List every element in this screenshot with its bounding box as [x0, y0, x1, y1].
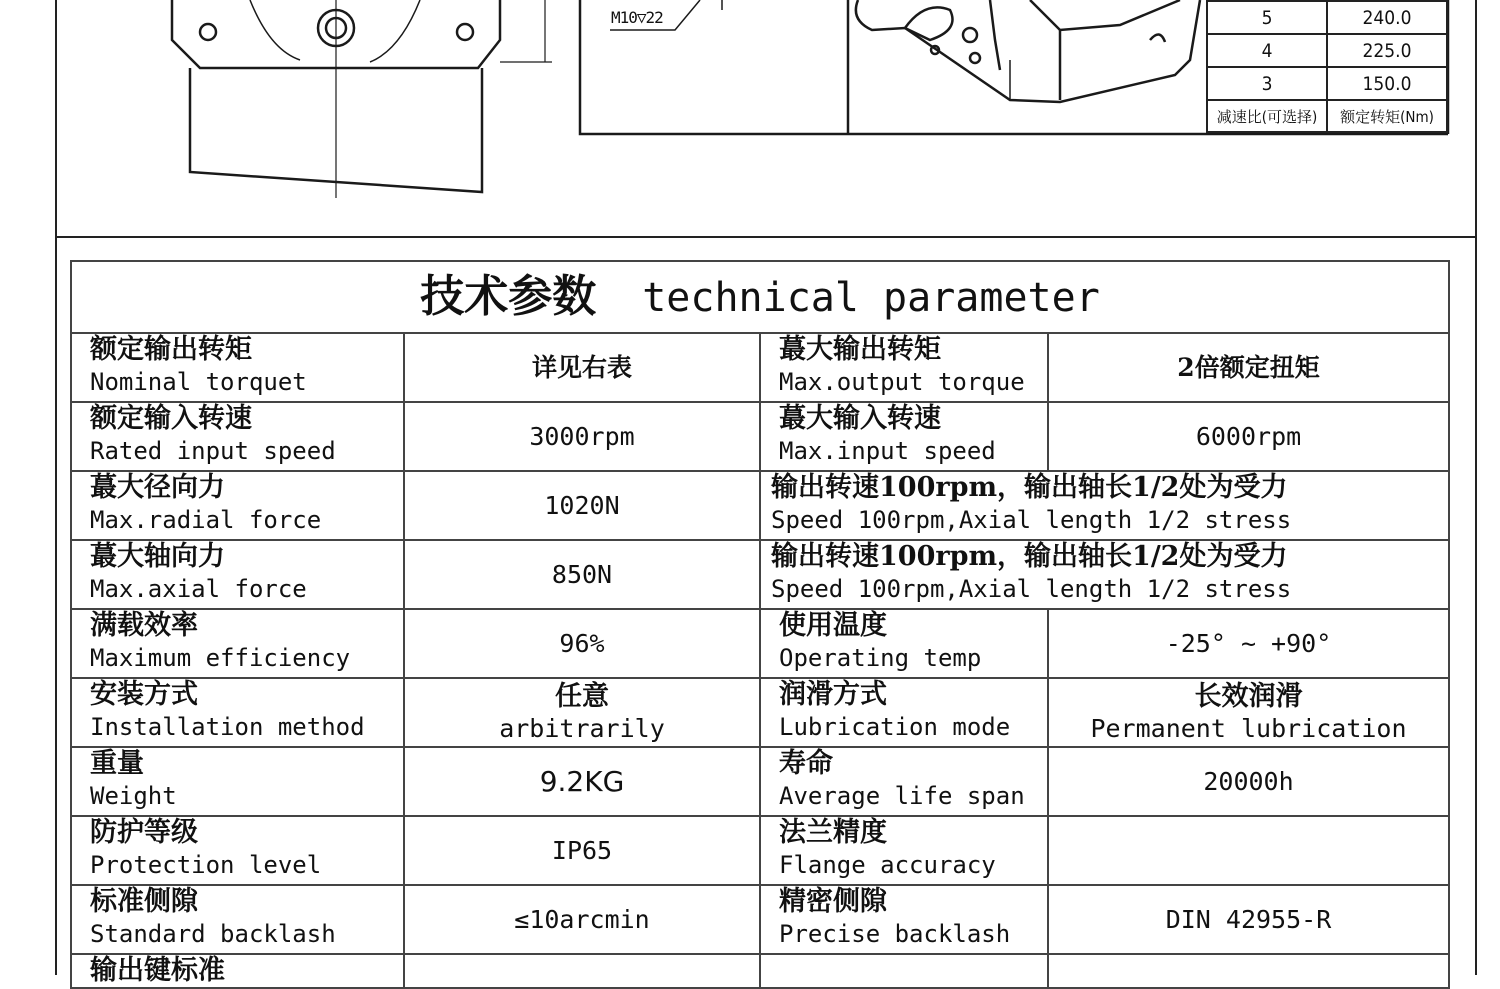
- param-value: DIN 42955-R: [1048, 885, 1449, 954]
- label-en: Max.axial force: [90, 575, 307, 603]
- table-row: [71, 609, 1449, 678]
- table-row: [71, 471, 1449, 540]
- title-en: technical parameter: [642, 274, 1100, 321]
- table-row: [71, 678, 1449, 747]
- param-value: [1048, 954, 1449, 988]
- param-value: [404, 954, 760, 988]
- param-value: ≤10arcmin: [404, 885, 760, 954]
- label-en: Weight: [90, 782, 177, 810]
- label-cn: 寿命: [779, 748, 833, 779]
- label-en: Max.input speed: [779, 437, 996, 465]
- param-note: [760, 540, 1449, 609]
- value-cn: 长效润滑: [1194, 680, 1303, 712]
- label-cn: 蕞大轴向力: [90, 541, 225, 572]
- param-label: [760, 747, 1048, 816]
- label-en: Max.output torque: [779, 368, 1025, 396]
- param-value: [1048, 678, 1449, 747]
- ratio-header: 减速比(可选择): [1207, 100, 1327, 132]
- param-label: [71, 816, 404, 885]
- label-cn: 使用温度: [779, 610, 887, 641]
- label-cn: 法兰精度: [779, 817, 887, 848]
- value-en: Permanent lubrication: [1090, 713, 1407, 743]
- label-cn: 满载效率: [90, 610, 198, 641]
- param-value: 2倍额定扭矩: [1048, 333, 1449, 402]
- label-en: Max.radial force: [90, 506, 322, 534]
- param-label: [71, 885, 404, 954]
- label-cn: 额定输入转速: [90, 403, 252, 434]
- label-cn: 精密侧隙: [779, 886, 887, 917]
- table-row: [71, 540, 1449, 609]
- ratio-cell: 4: [1207, 34, 1327, 67]
- ratio-cell: 5: [1207, 1, 1327, 34]
- technical-drawing: [0, 0, 1500, 240]
- param-value: 3000rpm: [404, 402, 760, 471]
- label-en: Average life span: [779, 782, 1025, 810]
- param-value: [404, 678, 760, 747]
- label-en: Flange accuracy: [779, 851, 996, 879]
- label-en: Operating temp: [779, 644, 982, 672]
- title-cn: 技术参数: [420, 270, 597, 322]
- param-label: [760, 402, 1048, 471]
- value-en: arbitrarily: [499, 713, 665, 743]
- ratio-row: [1207, 34, 1447, 67]
- label-en: Lubrication mode: [779, 713, 1011, 741]
- table-row: [71, 402, 1449, 471]
- param-value: 20000h: [1048, 747, 1449, 816]
- label-cn: 重量: [90, 748, 144, 779]
- note-cn: 输出转速100rpm，输出轴长1/2处为受力: [771, 472, 1288, 503]
- label-cn: 蕞大径向力: [90, 472, 225, 503]
- param-label: [71, 402, 404, 471]
- torque-cell: 240.0: [1327, 1, 1447, 34]
- note-cn: 输出转速100rpm，输出轴长1/2处为受力: [771, 541, 1288, 572]
- ratio-row: [1207, 1, 1447, 34]
- param-label: [71, 471, 404, 540]
- param-value: 9.2KG: [404, 747, 760, 816]
- table-row-cut: [71, 954, 1449, 988]
- param-label: [71, 333, 404, 402]
- label-cn: 额定输出转矩: [90, 334, 252, 365]
- param-value: 96%: [404, 609, 760, 678]
- param-value: -25° ~ +90°: [1048, 609, 1449, 678]
- ratio-torque-table: [1206, 0, 1448, 133]
- param-label: [71, 678, 404, 747]
- table-row: [71, 333, 1449, 402]
- param-label: [760, 678, 1048, 747]
- param-label: [760, 954, 1048, 988]
- param-value: IP65: [404, 816, 760, 885]
- param-value: 850N: [404, 540, 760, 609]
- note-en: Speed 100rpm,Axial length 1/2 stress: [771, 506, 1292, 534]
- label-cn: 输出键标准: [90, 955, 225, 986]
- label-en: Nominal torquet: [90, 368, 307, 396]
- technical-parameter-table: [70, 260, 1450, 989]
- label-en: Maximum efficiency: [90, 644, 351, 672]
- param-value: [1048, 816, 1449, 885]
- value-cn: 任意: [555, 680, 609, 712]
- thread-dimension-label: M10▽22: [611, 8, 663, 27]
- table-title: [71, 261, 1449, 333]
- label-en: Installation method: [90, 713, 365, 741]
- table-row: [71, 816, 1449, 885]
- table-row: [71, 885, 1449, 954]
- param-value: 1020N: [404, 471, 760, 540]
- param-label: [71, 954, 404, 988]
- ratio-header-row: [1207, 100, 1447, 132]
- torque-header: 额定转矩(Nm): [1327, 100, 1447, 132]
- label-cn: 蕞大输入转速: [779, 403, 941, 434]
- table-title-row: [71, 261, 1449, 333]
- label-cn: 润滑方式: [779, 679, 887, 710]
- param-label: [760, 816, 1048, 885]
- label-cn: 安装方式: [90, 679, 198, 710]
- param-label: [71, 747, 404, 816]
- param-label: [71, 540, 404, 609]
- label-cn: 蕞大输出转矩: [779, 334, 941, 365]
- param-value: 6000rpm: [1048, 402, 1449, 471]
- torque-cell: 150.0: [1327, 67, 1447, 100]
- ratio-cell: 3: [1207, 67, 1327, 100]
- label-cn: 防护等级: [90, 817, 198, 848]
- param-label: [71, 609, 404, 678]
- label-en: Rated input speed: [90, 437, 336, 465]
- param-note: [760, 471, 1449, 540]
- param-label: [760, 885, 1048, 954]
- label-en: Protection level: [90, 851, 322, 879]
- param-label: [760, 333, 1048, 402]
- ratio-row: [1207, 67, 1447, 100]
- label-en: Standard backlash: [90, 920, 336, 948]
- param-label: [760, 609, 1048, 678]
- param-value: 详见右表: [404, 333, 760, 402]
- table-row: [71, 747, 1449, 816]
- label-en: Precise backlash: [779, 920, 1011, 948]
- torque-cell: 225.0: [1327, 34, 1447, 67]
- note-en: Speed 100rpm,Axial length 1/2 stress: [771, 575, 1292, 603]
- label-cn: 标准侧隙: [90, 886, 198, 917]
